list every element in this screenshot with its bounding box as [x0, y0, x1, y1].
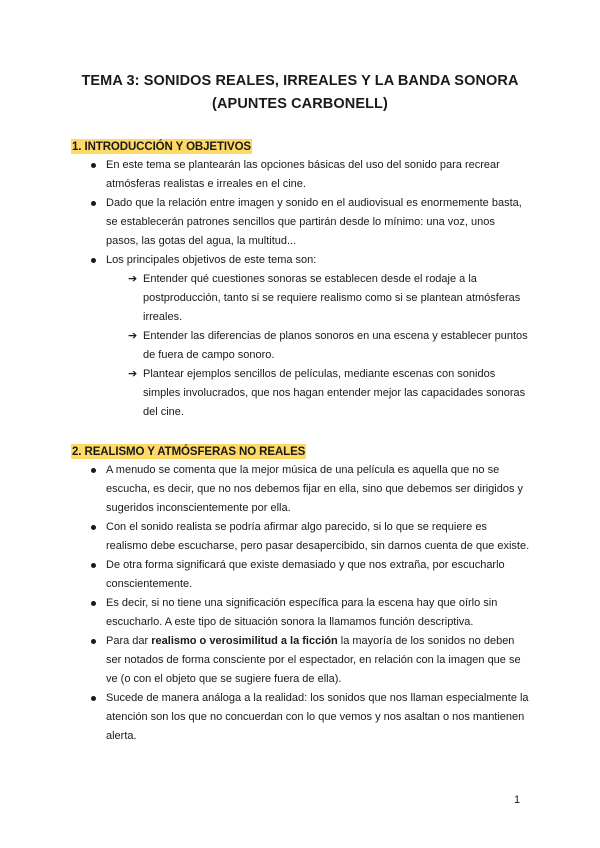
section1-bullet-2 [70, 194, 530, 251]
section2-bullet-2 [70, 518, 530, 556]
emphasis-realism: realismo o verosimilitud a la ficción [151, 635, 338, 647]
section1-bullet-3 [70, 251, 530, 422]
objective-item-2 [106, 327, 530, 365]
section2-bullet-text-after: la mayoría de los sonidos no deben ser notados de forma consciente por el espectador, en relación con la imagen que se ve (o con el objeto que se sugiere fuera de ella). [106, 635, 521, 685]
section2-bullet-text: A menudo se comenta que la mejor música de una película es aquella que no se escucha, es decir, que no nos debemos fijar en ella, sino que debemos ser dirigidos y sugeridos inconscientemente por ella. [106, 464, 524, 514]
section2-bullet-text: Sucede de manera análoga a la realidad: los sonidos que nos llaman especialmente la atención son los que no concuerdan con lo que vemos y nos asaltan o nos mantienen alerta. [106, 692, 529, 742]
bullet-dot-icon [91, 563, 96, 568]
section1-list [70, 156, 530, 422]
document-title-line2: (APUNTES CARBONELL) [212, 96, 388, 112]
section1-bullet-1 [70, 156, 530, 194]
section2-bullet-1 [70, 461, 530, 518]
bullet-dot-icon [91, 163, 96, 168]
section2-bullet-text: Es decir, si no tiene una significación específica para la escena hay que oírlo sin escucharlo. A este tipo de situación sonora la llamamos función descriptiva. [106, 597, 498, 628]
section2-bullet-6 [70, 689, 530, 746]
bullet-dot-icon [91, 525, 96, 530]
arrow-right-icon: ➔ [128, 368, 138, 380]
bullet-dot-icon [91, 601, 96, 606]
section1-bullet-text: En este tema se plantearán las opciones básicas del uso del sonido para recrear atmósferas realistas e irreales en el cine. [106, 159, 500, 190]
section2-bullet-4 [70, 594, 530, 632]
page-number: 1 [514, 794, 521, 806]
objective-text: Plantear ejemplos sencillos de películas, mediante escenas con sonidos simples involucrados, que nos hagan entender mejor las capacidades sonoras del cine. [143, 368, 526, 418]
bullet-dot-icon [91, 258, 96, 263]
section2-bullet-text-before: Para dar [106, 635, 152, 647]
section2-bullet-text: De otra forma significará que existe demasiado y que nos extraña, por escucharlo conscientemente. [106, 559, 505, 590]
objective-text: Entender las diferencias de planos sonoros en una escena y establecer puntos de fuera de campo sonoro. [143, 330, 528, 361]
arrow-right-icon: ➔ [128, 330, 138, 342]
section2-list [70, 461, 530, 746]
section2-bullet-3 [70, 556, 530, 594]
section1-bullet-text: Dado que la relación entre imagen y sonido en el audiovisual es enormemente basta, se establecerán patrones sencillos que partirán desde lo mínimo: una voz, unos pasos, las gotas del agua, la multitud... [106, 197, 522, 247]
arrow-right-icon: ➔ [128, 273, 138, 285]
objective-item-1 [106, 270, 530, 327]
section2-bullet-5 [70, 632, 530, 689]
section1-heading: 1. INTRODUCCIÓN Y OBJETIVOS [72, 141, 251, 153]
bullet-dot-icon [91, 696, 96, 701]
objective-text: Entender qué cuestiones sonoras se establecen desde el rodaje a la postproducción, tanto si se requiere realismo como si se plantean atmósferas irreales. [143, 273, 521, 323]
objectives-sublist [106, 270, 530, 422]
section2-bullet-text: Con el sonido realista se podría afirmar algo parecido, si lo que se requiere es realismo debe escucharse, pero pasar desapercibido, sin darnos cuenta de que existe. [106, 521, 530, 552]
section2-heading: 2. REALISMO Y ATMÓSFERAS NO REALES [72, 446, 306, 458]
bullet-dot-icon [91, 468, 96, 473]
section1-bullet-text: Los principales objetivos de este tema son: [106, 254, 317, 266]
bullet-dot-icon [91, 639, 96, 644]
bullet-dot-icon [91, 201, 96, 206]
document-title-line1: TEMA 3: SONIDOS REALES, IRREALES Y LA BANDA SONORA [81, 73, 519, 89]
objective-item-3 [106, 365, 530, 422]
